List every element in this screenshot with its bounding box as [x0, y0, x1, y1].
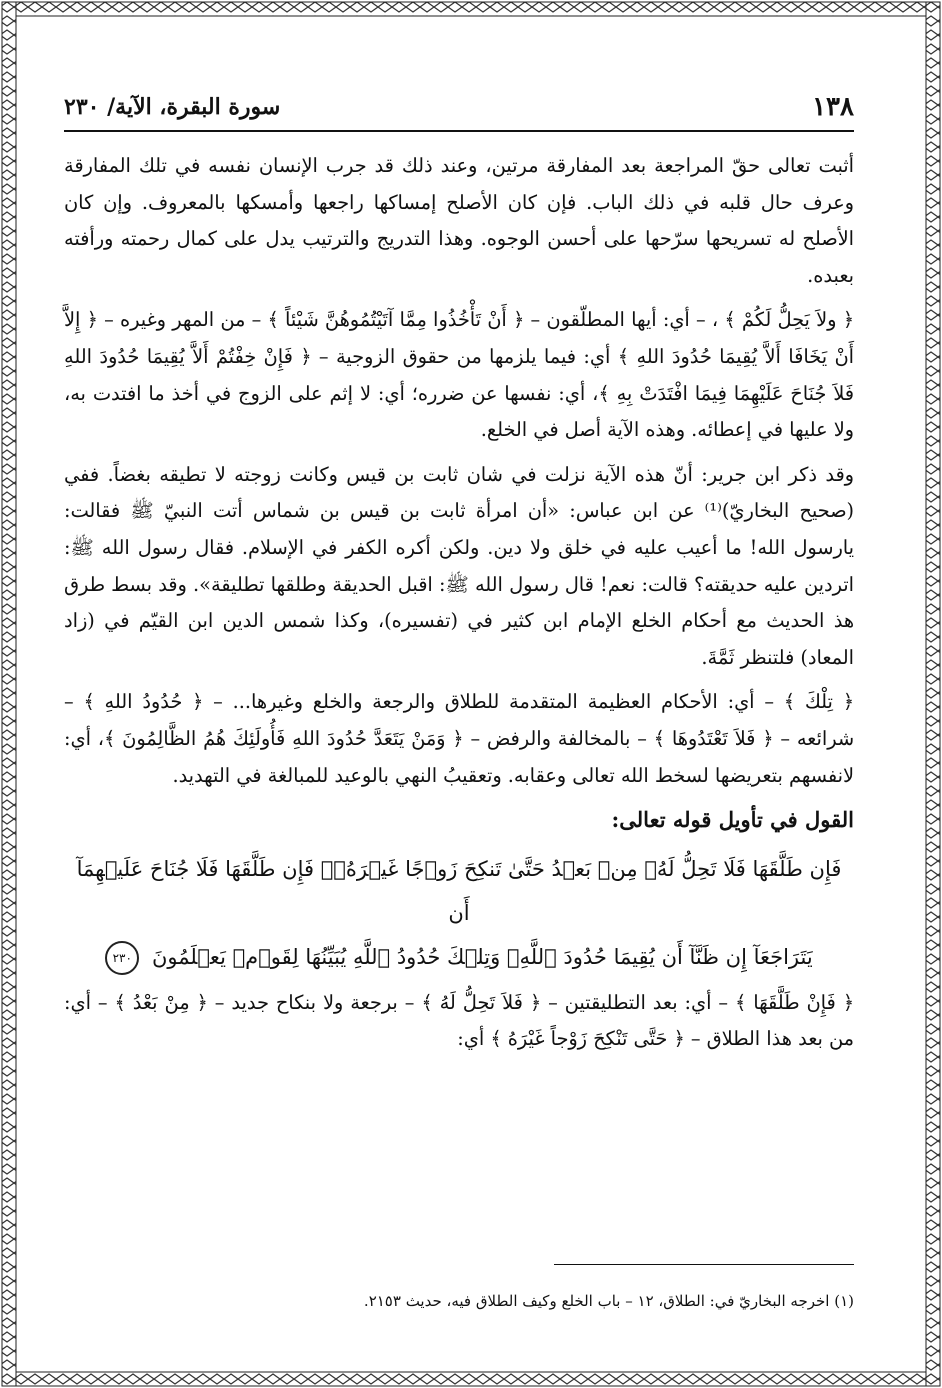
verse-line-2: [64, 935, 854, 979]
footnote: (١) اخرجه البخاريّ في: الطلاق، ١٢ – باب الخلع وكيف الطلاق فيه، حديث ٢١٥٣.: [363, 1292, 854, 1310]
paragraph: ﴿ ولاَ يَحِلُّ لَكُمْ ﴾ ، – أي: أيها المطلّقون – ﴿ أَنْ تَأْخُذُوا مِمَّا آتَيْتُمُوهُنَّ شَيْئاً ﴾ – من المهر وغيره – ﴿ إِلاَّ أَنْ يَخَافَا أَلاَّ يُقِيمَا حُدُودَ اللهِ ﴾ أي: فيما يلزمها من حقوق الزوجية – ﴿ فَإِنْ خِفْتُمْ أَلاَّ يُقِيمَا حُدُودَ اللهِ فَلاَ جُنَاحَ عَلَيْهِمَا فِيمَا افْتَدَتْ بِهِ ﴾، أي: نفسها عن ضرره؛ أي: لا إثم على الزوج في أخذ ما افتدت به، ولا عليها في إعطائه. وهذه الآية أصل في الخلع.: [64, 308, 854, 442]
paragraph: وقد ذكر ابن جرير: أنّ هذه الآية نزلت في شان ثابت بن قيس وكانت زوجته لا تطيقه بغضاً. ففي (صحيح البخاريّ)⁽¹⁾ عن ابن عباس: «أن امرأة ثابت بن قيس بن شماس أتت النبيّ ﷺ فقالت: يارسول الله! ما أعيب عليه في خلق ولا دين. ولكن أكره الكفر في الإسلام. فقال رسول الله ﷺ: اتردين عليه حديقته؟ قالت: نعم! قال رسول الله ﷺ: اقبل الحديقة وطلقها تطليقة». وقد بسط طرق هذ الحديث مع أحكام الخلع الإمام ابن كثير في (تفسيره)، وكذا شمس الدين ابن القيّم في (زاد المعاد) فلتنظر ثَمَّةَ.: [64, 462, 854, 669]
section-title: القول في تأويل قوله تعالى:: [611, 807, 854, 833]
paragraph: ﴿ تِلْكَ ﴾ – أي: الأحكام العظيمة المتقدمة للطلاق والرجعة والخلع وغيرها... – ﴿ حُدُودُ اللهِ ﴾ – شرائعه – ﴿ فَلاَ تَعْتَدُوهَا ﴾ – بالمخالفة والرفض – ﴿ وَمَنْ يَتَعَدَّ حُدُودَ اللهِ فَأُولَئِكَ هُمُ الظَّالِمُونَ ﴾، أي: لانفسهم بتعريضها لسخط الله تعالى وعقابه. وتعقيبُ النهي بالوعيد للمبالغة في التهديد.: [64, 690, 854, 787]
page-content: [64, 86, 854, 1356]
running-header: [64, 86, 854, 128]
paragraph: ﴿ فَإِنْ طَلَّقَهَا ﴾ – أي: بعد التطليقتين – ﴿ فَلاَ تَحِلُّ لَهُ ﴾ – برجعة ولا بنكاح جديد – ﴿ مِنْ بَعْدُ ﴾ – أي: من بعد هذا الطلاق – ﴿ حَتَّى تَنْكِحَ زَوْجاً غَيْرَهُ ﴾ أي:: [64, 990, 854, 1051]
paragraph: أثبت تعالى حقّ المراجعة بعد المفارقة مرتين، وعند ذلك قد جرب الإنسان نفسه في تلك المفارقة وعرف حال قلبه في ذلك الباب. فإن كان الأصلح إمساكها راجعها وأمسكها بالمعروف. وإن كان الأصلح له تسريحها سرّحها على أحسن الوجوه. وهذا التدريج والترتيب يدل على كمال رحمته ورأفته بعبده.: [64, 154, 854, 287]
verse-number-medallion: ٢٣٠: [105, 941, 139, 975]
surah-reference: سورة البقرة، الآية/ ٢٣٠: [64, 94, 281, 120]
main-text: [64, 148, 854, 1066]
quran-verse: [64, 847, 854, 979]
verse-line: فَإِن طَلَّقَهَا فَلَا تَحِلُّ لَهُۥ مِنۢ بَعۡدُ حَتَّىٰ تَنكِحَ زَوۡجًا غَيۡرَهُۥۗ فَإِن طَلَّقَهَا فَلَا جُنَاحَ عَلَيۡهِمَآ أَن: [76, 856, 842, 925]
page-number: ١٣٨: [812, 92, 854, 122]
footnote-rule: [554, 1264, 854, 1265]
verse-line: يَتَرَاجَعَآ إِن ظَنَّآ أَن يُقِيمَا حُدُودَ ٱللَّهِۗ وَتِلۡكَ حُدُودُ ٱللَّهِ يُبَيِّنُهَا لِقَوۡمٖ يَعۡلَمُونَ: [151, 944, 813, 969]
header-rule: [64, 130, 854, 132]
